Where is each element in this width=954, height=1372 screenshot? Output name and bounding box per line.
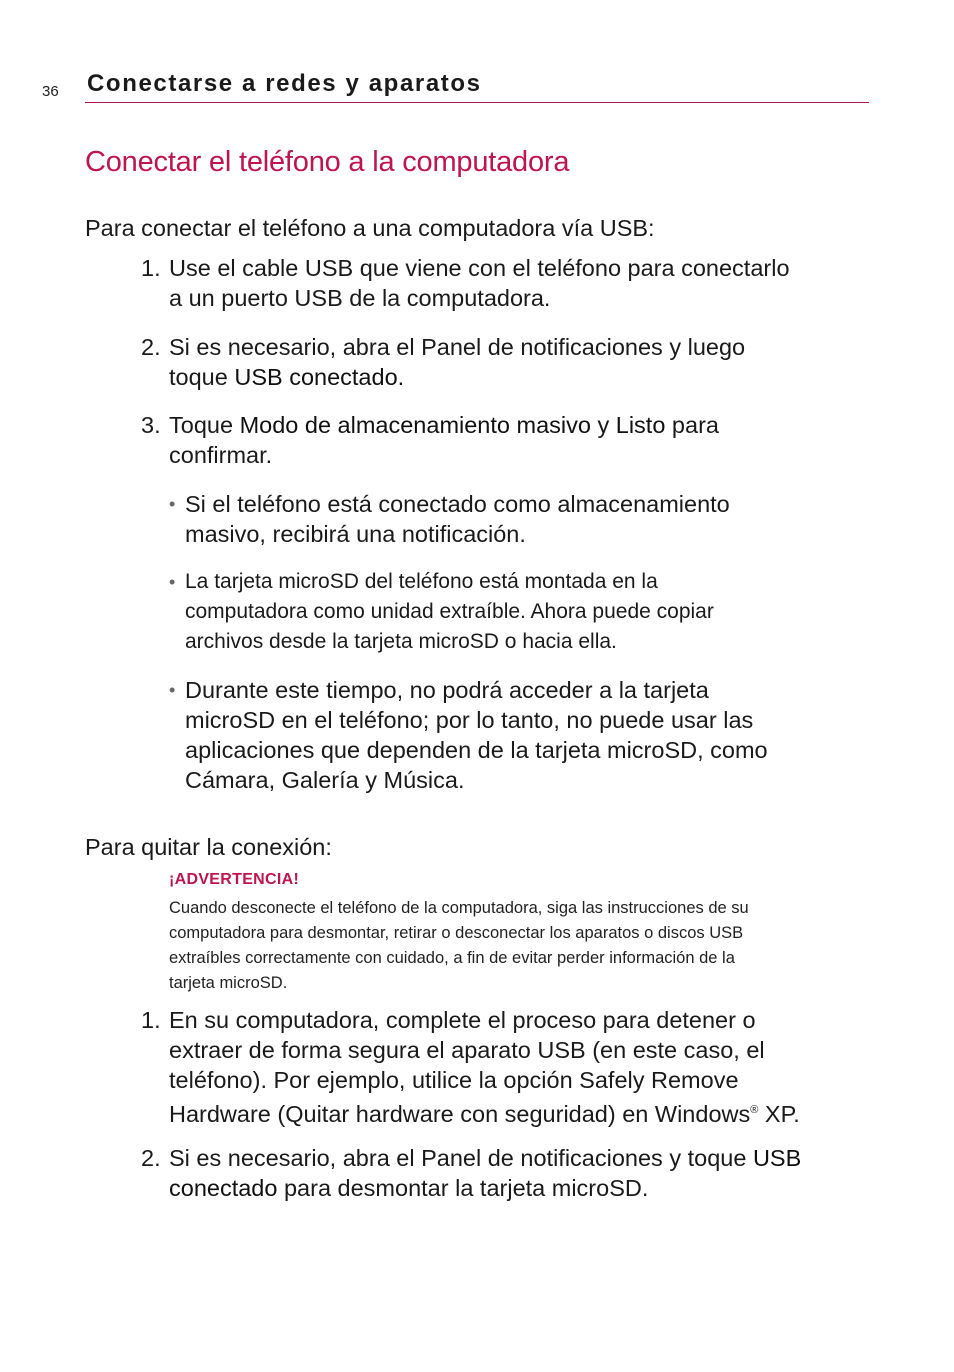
step-text bbox=[169, 1005, 869, 1129]
step-text bbox=[169, 332, 869, 392]
warning-text bbox=[169, 896, 859, 996]
warning-line: extraíbles correctamente con cuidado, a fin de evitar perder información de la bbox=[169, 949, 735, 967]
step-text-mid: y bbox=[590, 412, 616, 438]
bullet-line: computadora como unidad extraíble. Ahora puede copiar bbox=[185, 600, 714, 623]
bullet-text bbox=[185, 675, 845, 795]
bullet-line: aplicaciones que dependen de la tarjeta microSD, como bbox=[185, 737, 768, 763]
warning-label: ¡ADVERTENCIA! bbox=[169, 871, 300, 888]
step-text-prefix: Hardware (Quitar hardware con seguridad) en Windows bbox=[169, 1101, 751, 1127]
bullet-line: masivo, recibirá una notificación. bbox=[185, 521, 526, 547]
ui-term-usb-conectado: USB conectado. bbox=[234, 364, 405, 390]
ui-term-modo-almacenamiento: Modo de almacenamiento masivo bbox=[239, 412, 591, 438]
step-text-suffix: para bbox=[665, 412, 719, 438]
bullet-line: Cámara, Galería y Música. bbox=[185, 767, 465, 793]
ui-term-listo: Listo bbox=[615, 412, 666, 438]
step-text bbox=[169, 1143, 874, 1203]
bullet-text bbox=[185, 489, 845, 549]
bullet-line: archivos desde la tarjeta microSD o hacia ella. bbox=[185, 630, 617, 653]
warning-line: computadora para desmontar, retirar o desconectar los aparatos o discos USB bbox=[169, 924, 744, 942]
step-number: 3. bbox=[141, 412, 161, 438]
warning-line: tarjeta microSD. bbox=[169, 974, 288, 992]
step-text bbox=[169, 253, 869, 313]
step-line bbox=[169, 410, 869, 440]
disconnect-intro: Para quitar la conexión: bbox=[85, 834, 332, 860]
step-text-suffix: para desmontar la tarjeta microSD. bbox=[277, 1175, 649, 1201]
bullet-dot-icon: • bbox=[169, 494, 176, 514]
step-text-suffix: XP. bbox=[758, 1101, 800, 1127]
step-number: 2. bbox=[141, 1145, 161, 1171]
bullet-dot-icon: • bbox=[169, 572, 176, 592]
step-line: a un puerto USB de la computadora. bbox=[169, 285, 551, 311]
step-line bbox=[169, 1095, 869, 1129]
step-line: En su computadora, complete el proceso para detener o bbox=[169, 1007, 756, 1033]
step-line bbox=[169, 1173, 874, 1203]
header-rule bbox=[85, 102, 869, 103]
step-number: 2. bbox=[141, 334, 161, 360]
bullet-line: Durante este tiempo, no podrá acceder a la tarjeta bbox=[185, 677, 709, 703]
step-line: confirmar. bbox=[169, 442, 273, 468]
bullet-dot-icon: • bbox=[169, 680, 176, 700]
warning-line: Cuando desconecte el teléfono de la computadora, siga las instrucciones de su bbox=[169, 899, 749, 917]
bullet-line: microSD en el teléfono; por lo tanto, no puede usar las bbox=[185, 707, 754, 733]
ui-term-conectado: conectado bbox=[169, 1175, 278, 1201]
step-line: Use el cable USB que viene con el teléfono para conectarlo bbox=[169, 255, 790, 281]
section-title: Conectar el teléfono a la computadora bbox=[85, 146, 570, 178]
registered-mark: ® bbox=[750, 1104, 759, 1116]
step-line bbox=[169, 362, 869, 392]
ui-term-usb: USB bbox=[752, 1145, 802, 1171]
bullet-text bbox=[185, 567, 845, 657]
page-number: 36 bbox=[42, 83, 59, 100]
step-text-prefix: Si es necesario, abra el Panel de notificaciones y toque bbox=[169, 1145, 753, 1171]
step-line: Si es necesario, abra el Panel de notificaciones y luego bbox=[169, 334, 746, 360]
step-line bbox=[169, 1143, 874, 1173]
step-text-prefix: toque bbox=[169, 364, 235, 390]
step-text bbox=[169, 410, 869, 470]
step-number: 1. bbox=[141, 1007, 161, 1033]
step-text-prefix: Toque bbox=[169, 412, 240, 438]
bullet-line: La tarjeta microSD del teléfono está montada en la bbox=[185, 570, 658, 593]
step-line: teléfono). Por ejemplo, utilice la opción Safely Remove bbox=[169, 1067, 739, 1093]
running-head: Conectarse a redes y aparatos bbox=[87, 70, 482, 97]
step-number: 1. bbox=[141, 255, 161, 281]
bullet-line: Si el teléfono está conectado como almacenamiento bbox=[185, 491, 730, 517]
step-line: extraer de forma segura el aparato USB (en este caso, el bbox=[169, 1037, 765, 1063]
connect-intro: Para conectar el teléfono a una computadora vía USB: bbox=[85, 215, 655, 241]
